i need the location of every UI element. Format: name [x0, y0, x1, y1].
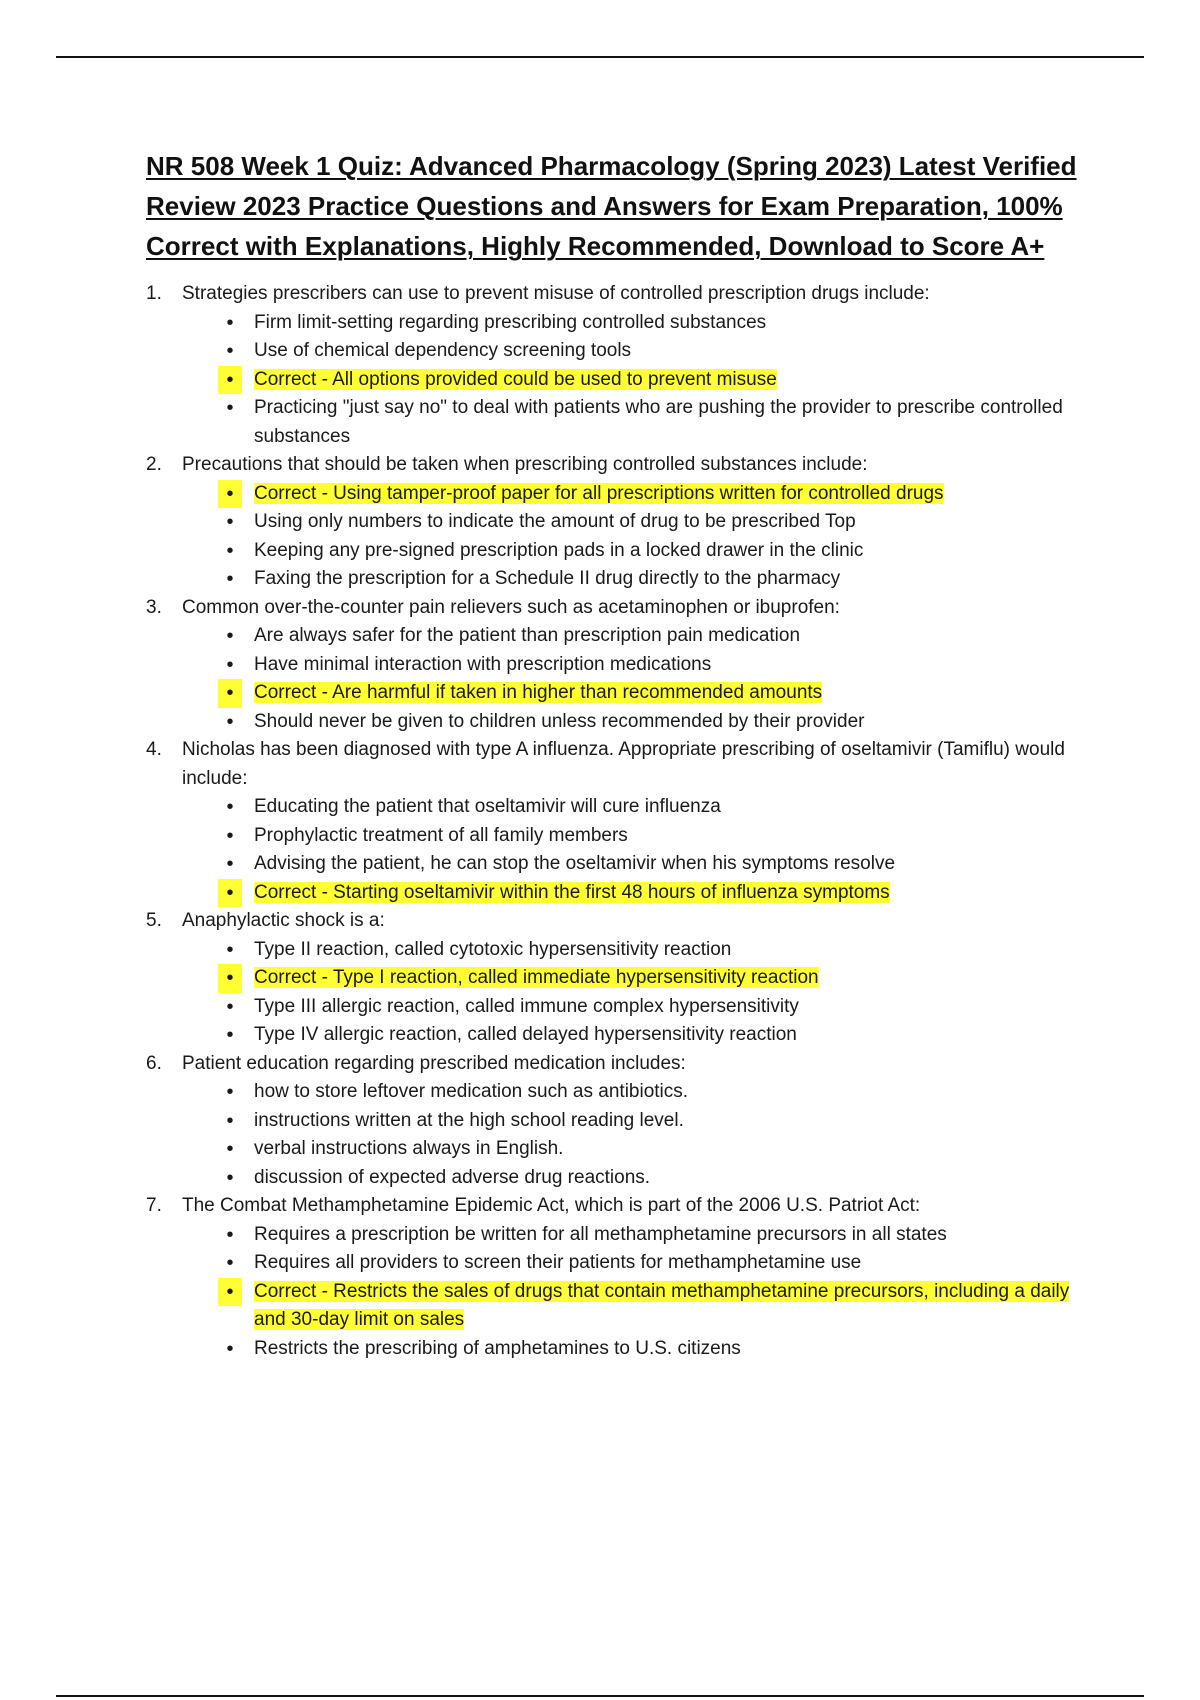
- question-number: 5.: [146, 910, 162, 931]
- question-number: 6.: [146, 1052, 162, 1074]
- option-text: Are always safer for the patient than prescription pain medication: [254, 625, 801, 646]
- option-text: Requires a prescription be written for all methamphetamine precursors in all states: [254, 1223, 947, 1245]
- option-text: Practicing "just say no" to deal with patients who are pushing the provider to prescribe controlled substances: [254, 397, 1063, 447]
- question-list: [146, 280, 1096, 1363]
- bullet-icon: •: [226, 1252, 234, 1274]
- top-rule: [56, 56, 1144, 58]
- option-item: [226, 508, 1096, 537]
- question-number: 7.: [146, 1195, 162, 1216]
- correct-answer-text: Correct - Are harmful if taken in higher than recommended amounts: [254, 682, 823, 703]
- option-item-correct: [226, 1278, 1096, 1335]
- question-item: [146, 280, 1096, 451]
- bullet-icon: •: [218, 679, 242, 708]
- option-item: [226, 1021, 1096, 1050]
- bullet-icon: •: [226, 1138, 234, 1160]
- question-text: Patient education regarding prescribed medication includes:: [182, 1052, 686, 1074]
- question-text: The Combat Methamphetamine Epidemic Act, which is part of the 2006 U.S. Patriot Act:: [182, 1195, 921, 1216]
- document-title: NR 508 Week 1 Quiz: Advanced Pharmacology (Spring 2023) Latest Verified Review 2023 Practice Questions and Answers for Exam Preparation, 100% Correct with Explanations, Highly Recommended, Download to Score A+: [146, 151, 1077, 261]
- bullet-icon: •: [226, 653, 234, 676]
- option-text: discussion of expected adverse drug reactions.: [254, 1166, 651, 1188]
- option-text: Advising the patient, he can stop the oseltamivir when his symptoms resolve: [254, 853, 896, 874]
- document-body: [146, 146, 1096, 1363]
- bullet-icon: •: [226, 796, 234, 818]
- option-item-correct: [226, 879, 1096, 908]
- option-item: [226, 651, 1096, 680]
- option-item: [226, 309, 1096, 338]
- option-text: verbal instructions always in English.: [254, 1138, 564, 1159]
- option-text: Firm limit-setting regarding prescribing controlled substances: [254, 311, 767, 333]
- bullet-icon: •: [226, 539, 234, 562]
- correct-answer-text: Correct - Type I reaction, called immediate hypersensitivity reaction: [254, 967, 819, 988]
- option-text: instructions written at the high school reading level.: [254, 1109, 684, 1131]
- bullet-icon: •: [226, 511, 234, 533]
- question-text: Strategies prescribers can use to prevent misuse of controlled prescription drugs include:: [182, 283, 930, 304]
- question-item: [146, 1050, 1096, 1193]
- option-item: [226, 1107, 1096, 1136]
- bullet-icon: •: [226, 1024, 234, 1046]
- option-list: [182, 480, 1096, 594]
- bullet-icon: •: [226, 340, 234, 362]
- option-text: Using only numbers to indicate the amount of drug to be prescribed Top: [254, 511, 856, 532]
- option-text: Type II reaction, called cytotoxic hypersensitivity reaction: [254, 938, 732, 960]
- question-text: Common over-the-counter pain relievers such as acetaminophen or ibuprofen:: [182, 596, 840, 618]
- option-item: [226, 1164, 1096, 1193]
- option-item: [226, 622, 1096, 651]
- option-item: [226, 822, 1096, 851]
- question-item: [146, 594, 1096, 737]
- bullet-icon: •: [226, 568, 234, 590]
- bullet-icon: •: [226, 995, 234, 1018]
- bullet-icon: •: [226, 311, 234, 334]
- question-item: [146, 907, 1096, 1050]
- bottom-rule: [56, 1695, 1144, 1697]
- bullet-icon: •: [226, 1223, 234, 1246]
- question-number: 3.: [146, 596, 162, 618]
- option-list: [182, 622, 1096, 736]
- option-list: [182, 1078, 1096, 1192]
- option-text: Type III allergic reaction, called immune complex hypersensitivity: [254, 995, 799, 1017]
- option-item: [226, 708, 1096, 737]
- option-text: Type IV allergic reaction, called delayed hypersensitivity reaction: [254, 1024, 797, 1045]
- question-number: 1.: [146, 283, 162, 304]
- option-text: Prophylactic treatment of all family members: [254, 824, 628, 846]
- bullet-icon: •: [226, 1109, 234, 1132]
- question-number: 2.: [146, 454, 162, 475]
- bullet-icon: •: [226, 1337, 234, 1360]
- option-text: Should never be given to children unless recommended by their provider: [254, 710, 865, 732]
- option-text: Use of chemical dependency screening tools: [254, 340, 632, 361]
- option-list: [182, 1221, 1096, 1364]
- option-item: [226, 1335, 1096, 1364]
- option-item: [226, 1249, 1096, 1278]
- option-item: [226, 337, 1096, 366]
- option-item: [226, 1135, 1096, 1164]
- bullet-icon: •: [218, 964, 242, 993]
- option-item: [226, 394, 1096, 451]
- bullet-icon: •: [218, 366, 242, 395]
- bullet-icon: •: [226, 824, 234, 847]
- option-text: Educating the patient that oseltamivir will cure influenza: [254, 796, 721, 817]
- option-text: Keeping any pre-signed prescription pads in a locked drawer in the clinic: [254, 539, 864, 561]
- bullet-icon: •: [226, 1081, 234, 1103]
- question-item: [146, 736, 1096, 907]
- option-item-correct: [226, 964, 1096, 993]
- bullet-icon: •: [226, 853, 234, 875]
- option-item-correct: [226, 679, 1096, 708]
- option-item: [226, 565, 1096, 594]
- option-list: [182, 309, 1096, 452]
- option-item: [226, 537, 1096, 566]
- option-text: Faxing the prescription for a Schedule II drug directly to the pharmacy: [254, 568, 841, 589]
- option-text: Have minimal interaction with prescription medications: [254, 653, 712, 675]
- option-item-correct: [226, 480, 1096, 509]
- bullet-icon: •: [226, 1166, 234, 1189]
- question-text: Anaphylactic shock is a:: [182, 910, 385, 931]
- option-item: [226, 1078, 1096, 1107]
- option-item: [226, 936, 1096, 965]
- bullet-icon: •: [226, 710, 234, 733]
- option-text: how to store leftover medication such as antibiotics.: [254, 1081, 689, 1102]
- option-item-correct: [226, 366, 1096, 395]
- bullet-icon: •: [218, 480, 242, 509]
- option-item: [226, 1221, 1096, 1250]
- option-list: [182, 936, 1096, 1050]
- bullet-icon: •: [226, 397, 234, 419]
- question-number: 4.: [146, 739, 162, 760]
- correct-answer-text: Correct - Restricts the sales of drugs that contain methamphetamine precursors, including a daily and 30-day limit on sales: [254, 1280, 1070, 1330]
- option-item: [226, 793, 1096, 822]
- option-text: Requires all providers to screen their patients for methamphetamine use: [254, 1252, 862, 1273]
- bullet-icon: •: [218, 1278, 242, 1307]
- option-text: Restricts the prescribing of amphetamines to U.S. citizens: [254, 1337, 741, 1359]
- correct-answer-text: Correct - All options provided could be used to prevent misuse: [254, 368, 777, 390]
- correct-answer-text: Correct - Using tamper-proof paper for all prescriptions written for controlled drugs: [254, 482, 944, 504]
- question-item: [146, 451, 1096, 594]
- bullet-icon: •: [226, 625, 234, 647]
- question-text: Nicholas has been diagnosed with type A influenza. Appropriate prescribing of oseltamivir (Tamiflu) would include:: [182, 739, 1065, 789]
- option-list: [182, 793, 1096, 907]
- correct-answer-text: Correct - Starting oseltamivir within the first 48 hours of influenza symptoms: [254, 881, 890, 903]
- question-text: Precautions that should be taken when prescribing controlled substances include:: [182, 454, 868, 475]
- option-item: [226, 993, 1096, 1022]
- bullet-icon: •: [218, 879, 242, 908]
- question-item: [146, 1192, 1096, 1363]
- bullet-icon: •: [226, 938, 234, 961]
- option-item: [226, 850, 1096, 879]
